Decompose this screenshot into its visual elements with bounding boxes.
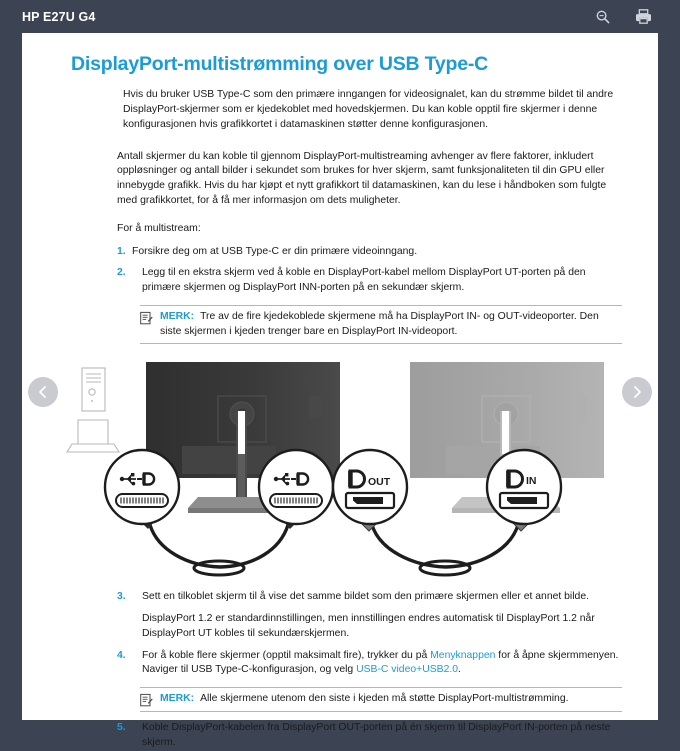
document-content bbox=[22, 33, 658, 751]
page-title: HP E27U G4 bbox=[22, 9, 96, 24]
second-paragraph: Antall skjermer du kan koble til gjennom DisplayPort-multistreaming avhenger av flere faktorer, inkludert oppløsninger og antall bilder i sekundet som brukes for hver skjerm, samt funksjonaliteten til din GPU eller innebygde grafikk. Hvis du har kjøpt et nytt grafikkort til datamaskinen, kan du lese i håndboken som fulgte med grafikkortet, for å få mer informasjon om dets muligheter. bbox=[117, 150, 607, 206]
callout-usbc-secondary bbox=[259, 450, 333, 524]
search-icon[interactable] bbox=[594, 8, 612, 26]
document-page bbox=[22, 33, 658, 748]
callout-displayport-out bbox=[333, 450, 407, 524]
top-bar bbox=[0, 0, 680, 33]
intro-paragraph: Hvis du bruker USB Type-C som den primære inngangen for videosignalet, kan du strømme bildet til andre DisplayPort-skjermer som er kjedekoblet med hovedskjermen. Du kan koble opptil fire skjermer i denne konfigurasjonen hvis grafikkortet i datamaskinen støtter denne konfigurasjonen. bbox=[123, 89, 614, 130]
step-text: Koble DisplayPort-kabelen fra DisplayPort OUT-porten på én skjerm til DisplayPort IN-porten på neste skjerm. bbox=[142, 722, 611, 748]
note-box bbox=[140, 305, 622, 345]
note-label: MERK: bbox=[160, 693, 195, 705]
list-item bbox=[117, 266, 622, 296]
step-number: 3. bbox=[117, 591, 126, 603]
step-text: Forsikre deg om at USB Type-C er din primære videoinngang. bbox=[132, 245, 418, 257]
steps-list-middle bbox=[22, 590, 658, 678]
step-number: 5. bbox=[117, 722, 126, 734]
dp-out-label: OUT bbox=[368, 476, 391, 489]
callout-usbc-primary bbox=[105, 450, 179, 524]
lead-in-paragraph: For å multistream: bbox=[117, 222, 201, 234]
step-text-part1: For å koble flere skjermer (opptil maksimalt fire), trykker du på bbox=[142, 649, 431, 661]
note-icon bbox=[140, 311, 153, 325]
previous-page-button[interactable] bbox=[28, 377, 58, 407]
note-icon bbox=[140, 693, 153, 707]
print-icon[interactable] bbox=[634, 8, 652, 26]
step-text bbox=[142, 590, 622, 641]
steps-list-bottom bbox=[22, 721, 658, 751]
connection-diagram bbox=[22, 354, 658, 582]
step-text-main: Sett en tilkoblet skjerm til å vise det samme bildet som den primære skjermen eller et annet bilde. bbox=[142, 591, 589, 603]
step-number: 4. bbox=[117, 649, 126, 661]
step-text bbox=[142, 649, 622, 679]
usbc-video-link[interactable]: USB-C video+USB2.0 bbox=[356, 664, 459, 676]
step-text-part2: for å åpne skjermmenyen. Naviger til USB Type-C-konfigurasjon, og velg bbox=[142, 649, 619, 676]
next-page-button[interactable] bbox=[622, 377, 652, 407]
diagram-svg bbox=[22, 354, 658, 582]
step-subtext: DisplayPort 1.2 er standardinnstillingen, men innstillingen endres automatisk til DisplayPort 1.2 når DisplayPort UT kobles til sekundærskjermen. bbox=[142, 613, 595, 639]
list-item bbox=[117, 590, 622, 641]
chevron-right-icon bbox=[630, 385, 644, 399]
note-box bbox=[140, 687, 622, 712]
step-text: Legg til en ekstra skjerm ved å koble en DisplayPort-kabel mellom DisplayPort UT-porten på den primære skjermen og DisplayPort INN-porten på en sekundær skjerm. bbox=[142, 267, 586, 294]
list-item bbox=[117, 245, 622, 260]
note-body: Alle skjermene utenom den siste i kjeden må støtte DisplayPort-multistrømming. bbox=[200, 693, 569, 705]
step-number: 1. bbox=[117, 245, 126, 257]
note-text bbox=[160, 310, 622, 340]
note-body: Tre av de fire kjedekoblede skjermene må ha DisplayPort IN- og OUT-videoporter. Den siste skjermen i kjeden trenger bare en DisplayPort IN-videoport. bbox=[160, 310, 599, 337]
menu-button-link[interactable]: Menyknappen bbox=[430, 649, 496, 661]
step-number: 2. bbox=[117, 267, 126, 279]
callout-displayport-in bbox=[487, 450, 561, 524]
section-heading: DisplayPort-multistrømming over USB Type-C bbox=[71, 53, 489, 75]
step-text-part3: . bbox=[458, 664, 461, 676]
source-devices-icon bbox=[67, 368, 119, 452]
steps-list-top bbox=[22, 245, 658, 296]
list-item bbox=[117, 721, 622, 751]
note-label: MERK: bbox=[160, 310, 195, 322]
dp-in-label: IN bbox=[526, 475, 537, 488]
note-text bbox=[160, 692, 568, 707]
list-item bbox=[117, 649, 622, 679]
topbar-actions bbox=[594, 8, 666, 26]
chevron-left-icon bbox=[36, 385, 50, 399]
